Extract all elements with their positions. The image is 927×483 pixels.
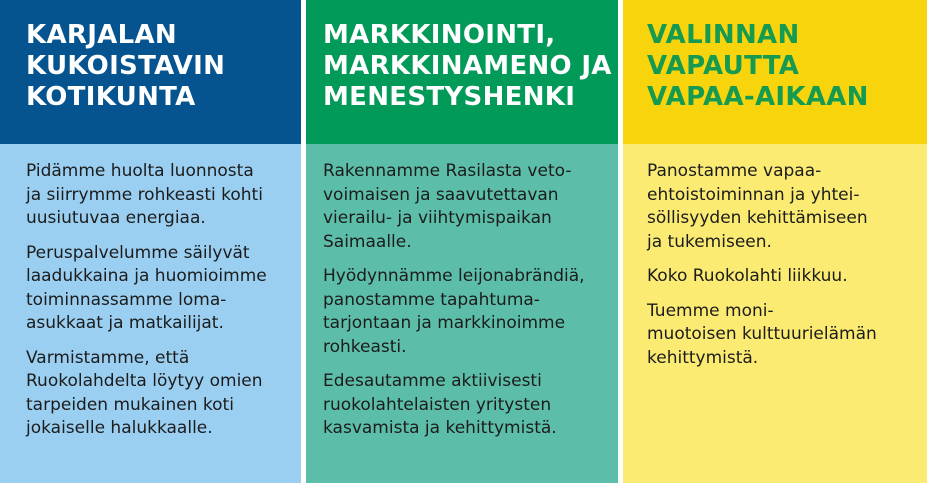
text-line: asukkaat ja matkailijat.: [26, 313, 224, 333]
column-3-paragraph-1: [647, 160, 913, 254]
column-1-header: [0, 0, 301, 144]
column-3-title-line: VAPAA-AIKAAN: [647, 82, 869, 112]
text-line: Saimaalle.: [323, 231, 412, 252]
column-1-paragraph-3: [26, 347, 287, 441]
text-line: Pidämme huolta luonnosta: [26, 161, 254, 181]
text-line: tarpeiden mukainen koti: [26, 394, 234, 415]
text-line: söllisyyden kehittämiseen: [647, 208, 868, 228]
column-3-title-line: VALINNAN: [647, 20, 800, 50]
text-line: Rakennamme Rasilasta veto-: [323, 161, 572, 181]
column-1-paragraph-2: [26, 242, 287, 336]
column-2-body: [306, 144, 618, 483]
text-line: ja siirrymme rohkeasti kohti: [26, 184, 263, 205]
column-3-body: [623, 144, 927, 483]
column-2-header: [306, 0, 618, 144]
column-2-title-line: MENESTYSHENKI: [323, 82, 576, 112]
column-3-paragraph-2: [647, 265, 913, 289]
text-line: Edesautamme aktiivisesti: [323, 371, 542, 391]
column-1-paragraph-1: [26, 160, 287, 231]
text-line: Koko Ruokolahti liikkuu.: [647, 266, 848, 286]
text-line: toiminnassamme loma-: [26, 289, 227, 310]
column-3-header: [623, 0, 927, 144]
text-line: ja tukemiseen.: [647, 231, 772, 252]
text-line: kasvamista ja kehittymistä.: [323, 418, 557, 438]
text-line: muotoisen kulttuurielämän: [647, 324, 877, 344]
text-line: Ruokolahdelta löytyy omien: [26, 371, 263, 391]
column-2-paragraph-1: [323, 160, 604, 254]
text-line: ruokolahtelaisten yritysten: [323, 394, 552, 415]
column-2-paragraph-3: [323, 370, 604, 441]
column-1-title-line: KARJALAN: [26, 20, 177, 50]
text-line: voimaisen ja saavutettavan: [323, 184, 559, 205]
column-1-body: [0, 144, 301, 483]
text-line: Peruspalvelumme säilyvät: [26, 242, 250, 263]
text-line: Panostamme vapaa-: [647, 161, 822, 181]
column-1-title-line: KUKOISTAVIN: [26, 51, 226, 81]
text-line: kehittymistä.: [647, 347, 759, 368]
text-line: laadukkaina ja huomioimme: [26, 266, 267, 286]
text-line: tarjontaan ja markkinoimme: [323, 313, 566, 333]
column-1-title-line: KOTIKUNTA: [26, 82, 196, 112]
column-3-paragraph-3: [647, 300, 913, 371]
text-line: Tuemme moni-: [647, 300, 774, 321]
column-2-title-line: MARKKINOINTI,: [323, 20, 556, 50]
text-line: Varmistamme, että: [26, 347, 190, 368]
column-karjalan-kukoistavin-kotikunta: [0, 0, 301, 483]
text-line: vierailu- ja viihtymispaikan: [323, 208, 552, 228]
column-2-paragraph-2: [323, 265, 604, 359]
text-line: jokaiselle halukkaalle.: [26, 418, 213, 438]
text-line: Hyödynnämme leijonabrändiä,: [323, 266, 585, 286]
text-line: uusiutuvaa energiaa.: [26, 208, 206, 228]
column-3-title-line: VAPAUTTA: [647, 51, 800, 81]
text-line: rohkeasti.: [323, 336, 407, 357]
text-line: ehtoistoiminnan ja yhtei-: [647, 184, 860, 205]
column-markkinointi: [306, 0, 618, 483]
text-line: panostamme tapahtuma-: [323, 289, 540, 310]
column-2-title-line: MARKKINAMENO JA: [323, 51, 612, 81]
column-valinnan-vapautta: [623, 0, 927, 483]
